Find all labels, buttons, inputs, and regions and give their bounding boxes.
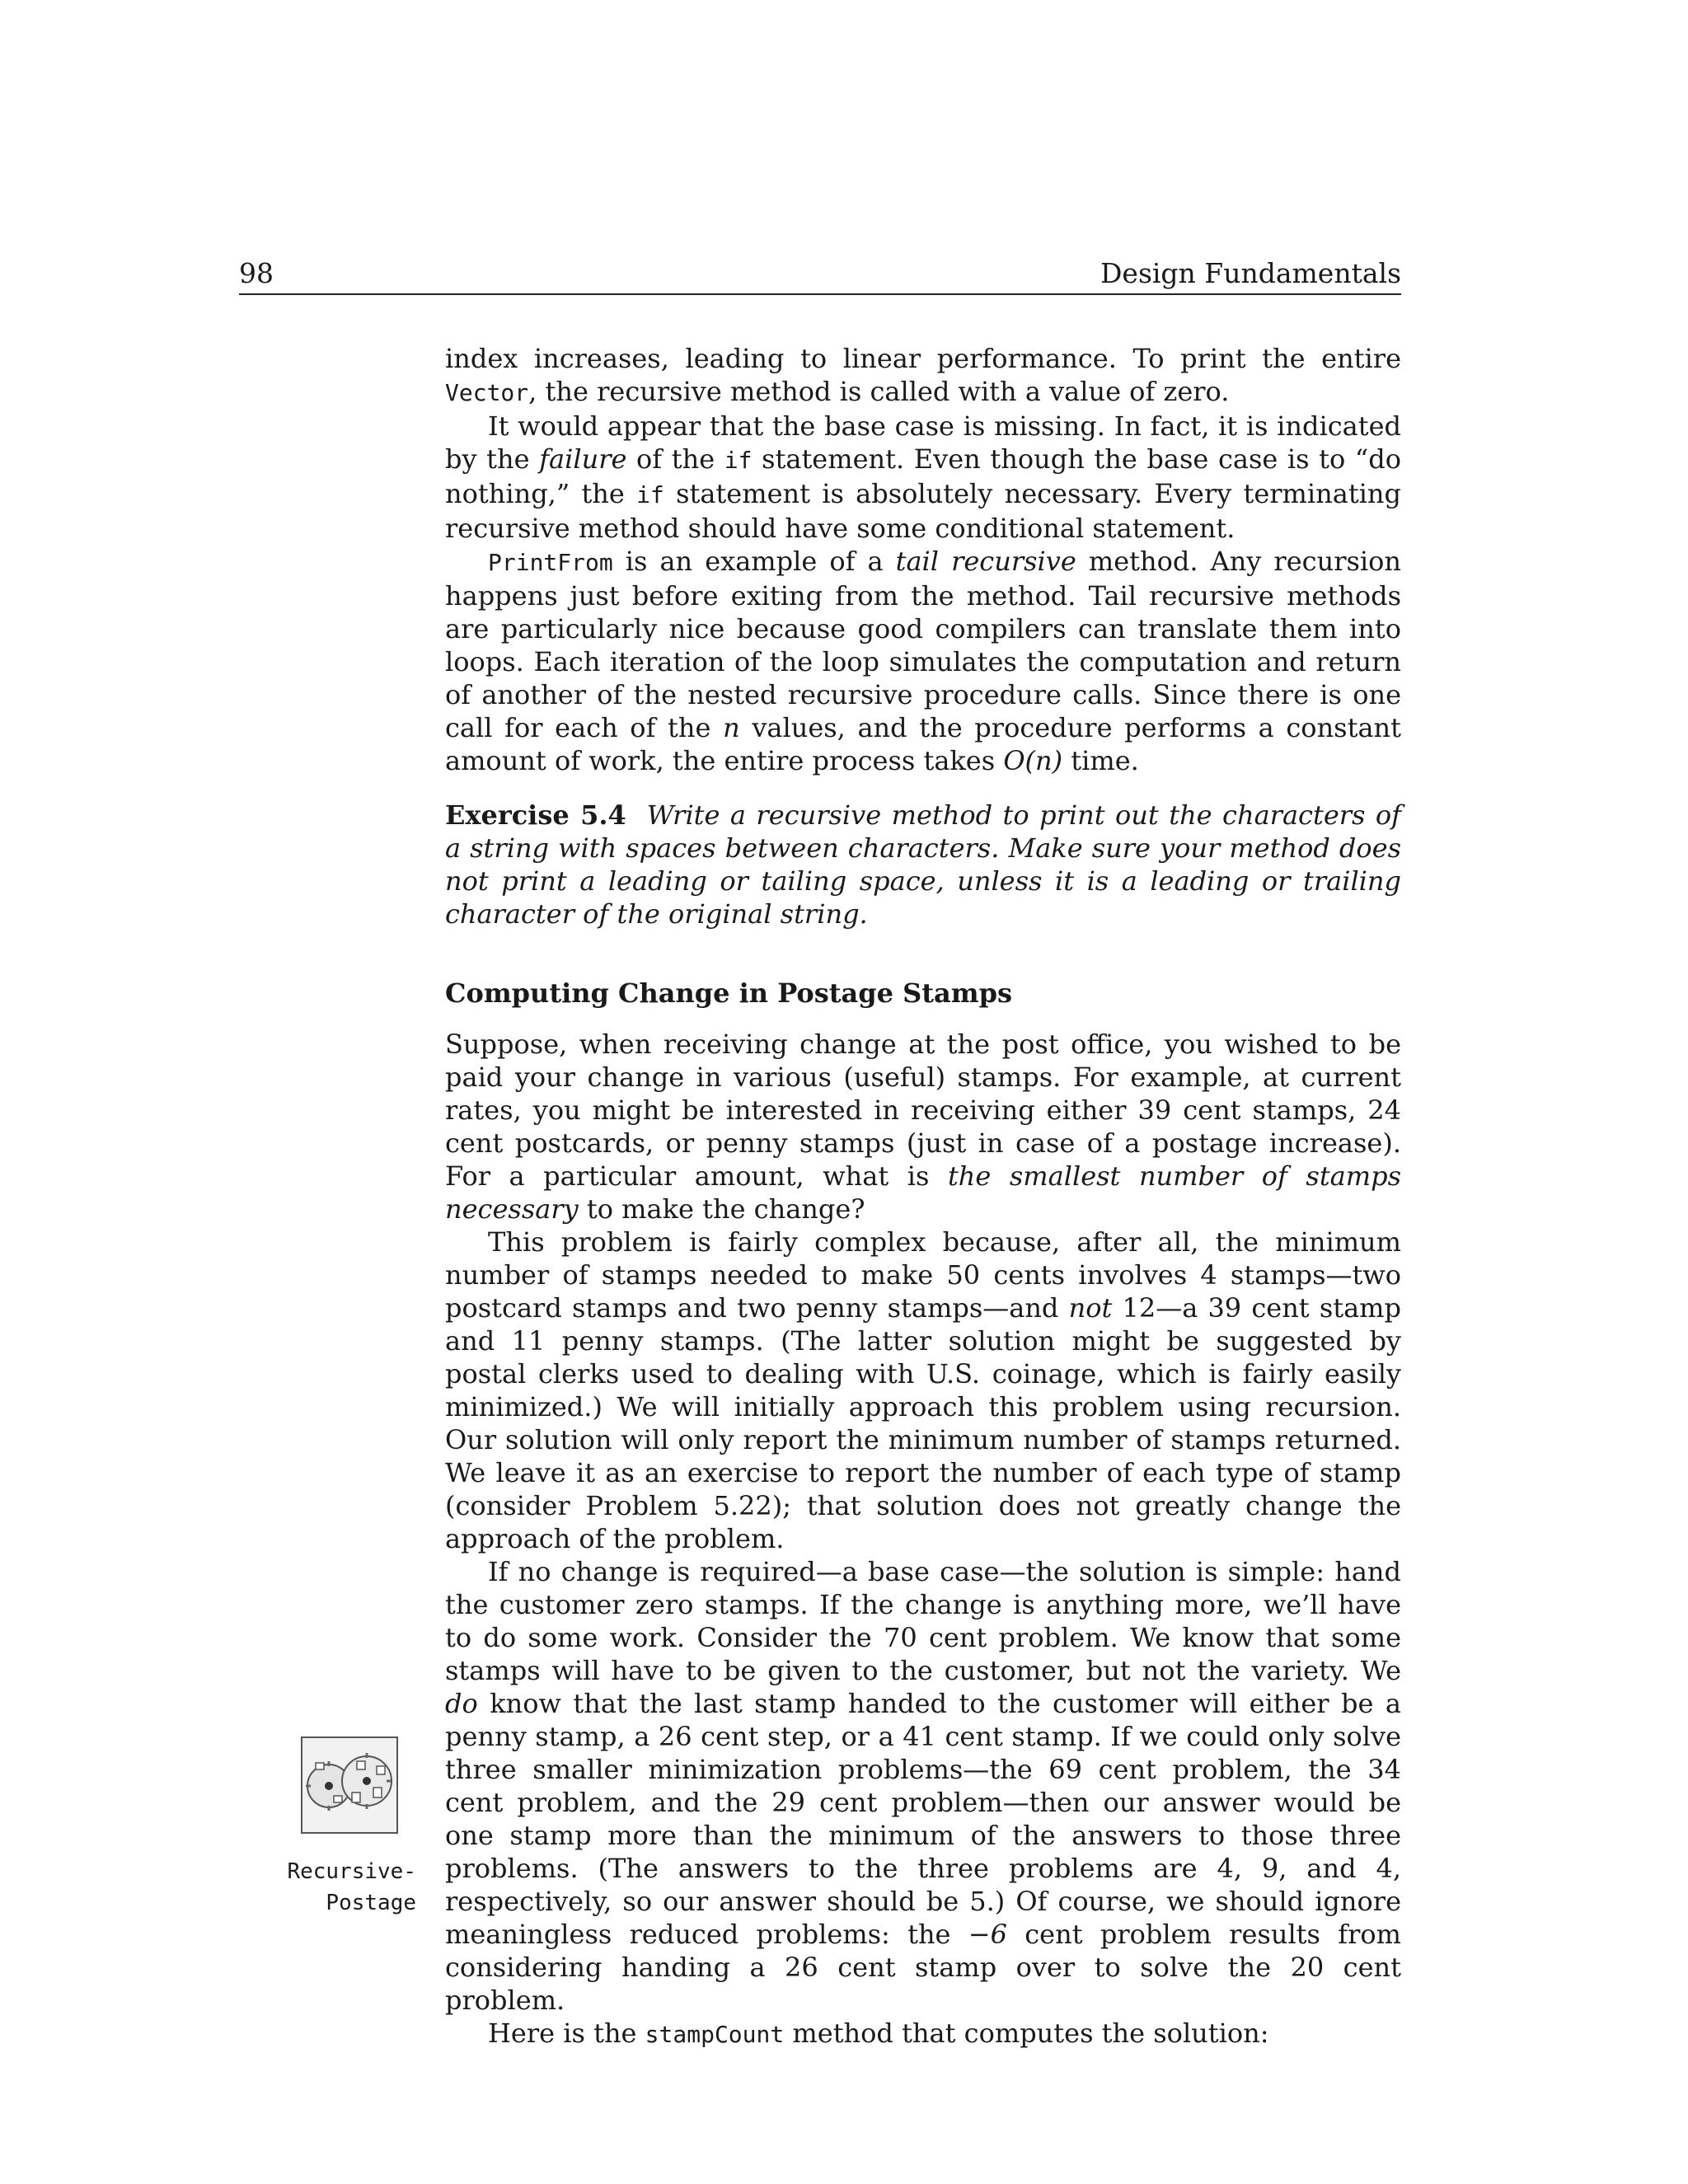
paragraph-stampcount: Here is the stampCount method that computes the solution:: [488, 2018, 1269, 2049]
margin-note-line: Postage: [326, 1891, 416, 1915]
code-stampcount: stampCount: [645, 2021, 785, 2048]
paragraph-complexity: This problem is fairly complex because, after all, the minimum number of stamps needed to make 50 cents involves 4 stamps—two postcard stamps and two penny stamps—and not 12—a 39 cent stamp and 11 penny stamps. (The latter solution might be suggested by postal clerks used to dealing with U.S. coinage, which is fairly easily minimized.) We will initially approach this problem using recursion. Our solution will only report the minimum number of stamps returned. We leave it as an exercise to report the number of each type of stamp (consider Problem 5.22); that solution does not greatly change the approach of the problem.: [445, 1226, 1402, 1554]
paragraph-base-case: It would appear that the base case is missing. In fact, it is indicated by the failure of the if statement. Even though the base case is to “do nothing,” the if statement is absolutely necessary. Every terminating recursive method should have some conditional statement.: [445, 410, 1402, 544]
code-printfrom: PrintFrom: [488, 549, 613, 576]
code-if: if: [636, 481, 664, 509]
gears-icon: [301, 1736, 398, 1834]
paragraph-vector: index increases, leading to linear performance. To print the entire Vector, the recursive method is called with a value of zero.: [445, 343, 1401, 407]
main-text: [445, 342, 1401, 2051]
exercise-text: Write a recursive method to print out the characters of a string with spaces between characters. Make sure your method does not print a leading or tailing space, unless it is a leading or trailing character of the original string.: [445, 799, 1402, 930]
margin-note: [272, 1856, 416, 1919]
section-heading: Computing Change in Postage Stamps: [445, 977, 1013, 1009]
code-if: if: [724, 447, 753, 474]
page-header: [239, 254, 1401, 295]
margin-note-line: Recursive-: [287, 1859, 416, 1884]
code-vector: Vector: [445, 379, 529, 406]
exercise-5-4: [445, 799, 1401, 930]
exercise-label: Exercise 5.4: [445, 799, 626, 831]
page-number: 98: [239, 257, 274, 289]
paragraph-postage-intro: Suppose, when receiving change at the post office, you wished to be paid your change in various (useful) stamps. For example, at current rates, you might be interested in receiving either 39 cent stamps, 24 cent postcards, or penny stamps (just in case of a postage increase). For a particular amount, what is the smallest number of stamps necessary to make the change?: [445, 1029, 1402, 1225]
paragraph-tail-recursion: PrintFrom is an example of a tail recursive method. Any recursion happens just before exiting from the method. Tail recursive methods are particularly nice because good compilers can translate them into loops. Each iteration of the loop simulates the computation and return of another of the nested recursive procedure calls. Since there is one call for each of the n values, and the procedure performs a constant amount of work, the entire process takes O(n) time.: [445, 546, 1402, 776]
running-title: Design Fundamentals: [1100, 257, 1401, 289]
paragraph-base-case-postage: If no change is required—a base case—the solution is simple: hand the customer zero stamps. If the change is anything more, we’ll have to do some work. Consider the 70 cent problem. We know that some stamps will have to be given to the customer, but not the variety. We do know that the last stamp handed to the customer will either be a penny stamp, a 26 cent step, or a 41 cent stamp. If we could only solve three smaller minimization problems—the 69 cent problem, the 34 cent problem, and the 29 cent problem—then our answer would be one stamp more than the minimum of the answers to those three problems. (The answers to the three problems are 4, 9, and 4, respectively, so our answer should be 5.) Of course, we should ignore meaningless reduced problems: the −6 cent problem results from considering handing a 26 cent stamp over to solve the 20 cent problem.: [445, 1556, 1401, 2016]
